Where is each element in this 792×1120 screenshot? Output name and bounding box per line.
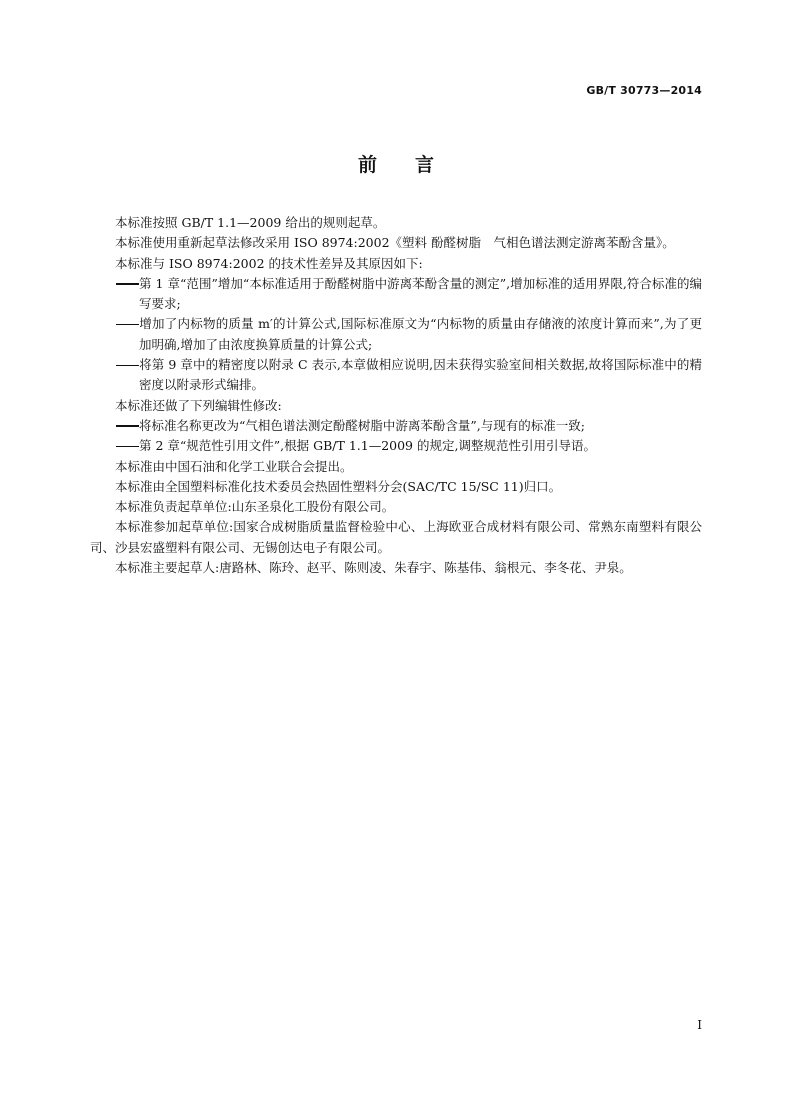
- dash-list-item: [90, 416, 702, 436]
- paragraph: 本标准参加起草单位:国家合成树脂质量监督检验中心、上海欧亚合成材料有限公司、常熟东南塑料有限公司、沙县宏盛塑料有限公司、无锡创达电子有限公司。: [90, 519, 702, 555]
- dash-marker: [115, 320, 139, 330]
- dash-item-text: 将标准名称更改为“气相色谱法测定酚醛树脂中游离苯酚含量”,与现有的标准一致;: [139, 417, 585, 433]
- dash-item-text: 第 2 章“规范性引用文件”,根据 GB/T 1.1—2009 的规定,调整规范性引用引导语。: [139, 438, 596, 454]
- paragraph: 本标准与 ISO 8974:2002 的技术性差异及其原因如下:: [115, 255, 423, 271]
- dash-list-item: [90, 436, 702, 456]
- paragraph: 本标准负责起草单位:山东圣泉化工股份有限公司。: [115, 499, 395, 515]
- paragraph: 本标准还做了下列编辑性修改:: [115, 397, 282, 413]
- dash-marker: [115, 279, 139, 289]
- dash-marker: [115, 442, 139, 452]
- paragraph: 本标准主要起草人:唐路林、陈玲、赵平、陈则凌、朱春宇、陈基伟、翁根元、李冬花、尹泉。: [115, 560, 632, 576]
- page-number: I: [697, 1018, 702, 1032]
- dash-list-item: [90, 314, 702, 355]
- dash-item-text: 将第 9 章中的精密度以附录 C 表示,本章做相应说明,因未获得实验室间相关数据,故将国际标准中的精密度以附录形式编排。: [139, 357, 702, 393]
- dash-list-item: [90, 274, 702, 315]
- dash-marker: [115, 421, 139, 431]
- dash-item-text: 增加了内标物的质量 m′的计算公式,国际标准原文为“内标物的质量由存储液的浓度计算而来”,为了更加明确,增加了由浓度换算质量的计算公式;: [139, 316, 702, 352]
- foreword-body: [90, 213, 702, 578]
- dash-list-item: [90, 355, 702, 396]
- paragraph: 本标准由中国石油和化学工业联合会提出。: [115, 458, 353, 474]
- dash-item-text: 第 1 章“范围”增加“本标准适用于酚醛树脂中游离苯酚含量的测定”,增加标准的适用界限,符合标准的编写要求;: [139, 275, 702, 312]
- standard-code: GB/T 30773—2014: [586, 84, 702, 97]
- paragraph: 本标准按照 GB/T 1.1—2009 给出的规则起草。: [115, 215, 386, 230]
- paragraph: 本标准使用重新起草法修改采用 ISO 8974:2002《塑料 酚醛树脂 气相色谱法测定游离苯酚含量》。: [115, 235, 675, 251]
- dash-marker: [115, 361, 139, 371]
- page-title: 前言: [357, 154, 472, 176]
- paragraph: 本标准由全国塑料标准化技术委员会热固性塑料分会(SAC/TC 15/SC 11)归口。: [115, 478, 562, 494]
